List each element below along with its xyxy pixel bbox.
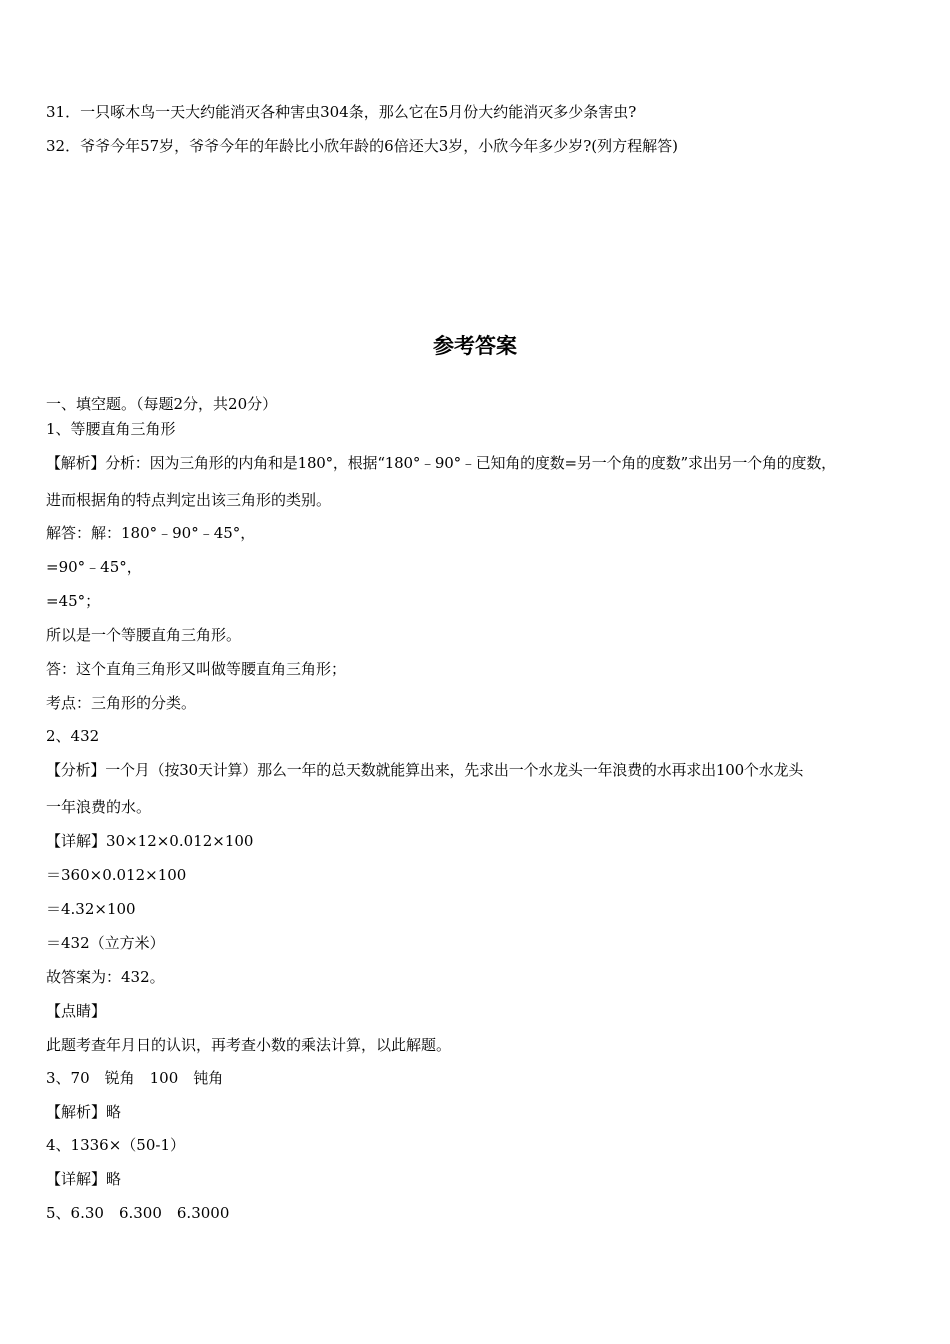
solution-step-1: 解答：解：180°﹣90°﹣45°， <box>46 524 256 542</box>
analysis-1-cont: 进而根据角的特点判定出该三角形的类别。 <box>46 491 332 509</box>
detail-2-step-4: ＝432（立方米） <box>46 934 165 952</box>
answer-section-title: 参考答案 <box>433 334 517 358</box>
answer-statement: 答：这个直角三角形又叫做等腰直角三角形； <box>46 660 347 678</box>
answer-1: 1、等腰直角三角形 <box>46 420 176 438</box>
detail-2-step-2: ＝360×0.012×100 <box>46 866 187 884</box>
solution-step-2: =90°﹣45°， <box>46 558 142 576</box>
detail-2-step-1: 【详解】30×12×0.012×100 <box>46 832 254 850</box>
comment-2: 此题考查年月日的认识，再考查小数的乘法计算，以此解题。 <box>46 1036 452 1054</box>
knowledge-point: 考点：三角形的分类。 <box>46 694 197 712</box>
solution-step-3: =45°； <box>46 592 101 610</box>
detail-4: 【详解】略 <box>46 1170 122 1188</box>
answer-2-conclusion: 故答案为：432。 <box>46 968 165 986</box>
question-32: 32．爷爷今年57岁，爷爷今年的年龄比小欣年龄的6倍还大3岁，小欣今年多少岁?(列方程解答) <box>46 137 679 155</box>
question-31: 31．一只啄木鸟一天大约能消灭各种害虫304条，那么它在5月份大约能消灭多少条害虫? <box>46 103 637 121</box>
answer-3: 3、70 锐角 100 钝角 <box>46 1069 224 1087</box>
section-heading: 一、填空题。（每题2分，共20分） <box>46 395 278 413</box>
analysis-1: 【解析】分析：因为三角形的内角和是180°，根据“180°﹣90°﹣已知角的度数=另一个角的度数”求出另一个角的度数， <box>46 454 836 472</box>
answer-2: 2、432 <box>46 727 100 745</box>
comment-2-label: 【点睛】 <box>46 1002 107 1020</box>
analysis-2: 【分析】一个月（按30天计算）那么一年的总天数就能算出来，先求出一个水龙头一年浪费的水再求出100个水龙头 <box>46 761 804 779</box>
detail-2-step-3: ＝4.32×100 <box>46 900 136 918</box>
solution-conclusion: 所以是一个等腰直角三角形。 <box>46 626 242 644</box>
answer-5: 5、6.30 6.300 6.3000 <box>46 1204 230 1222</box>
analysis-3: 【解析】略 <box>46 1103 122 1121</box>
analysis-2-cont: 一年浪费的水。 <box>46 798 152 816</box>
answer-4: 4、1336×（50-1） <box>46 1136 185 1154</box>
